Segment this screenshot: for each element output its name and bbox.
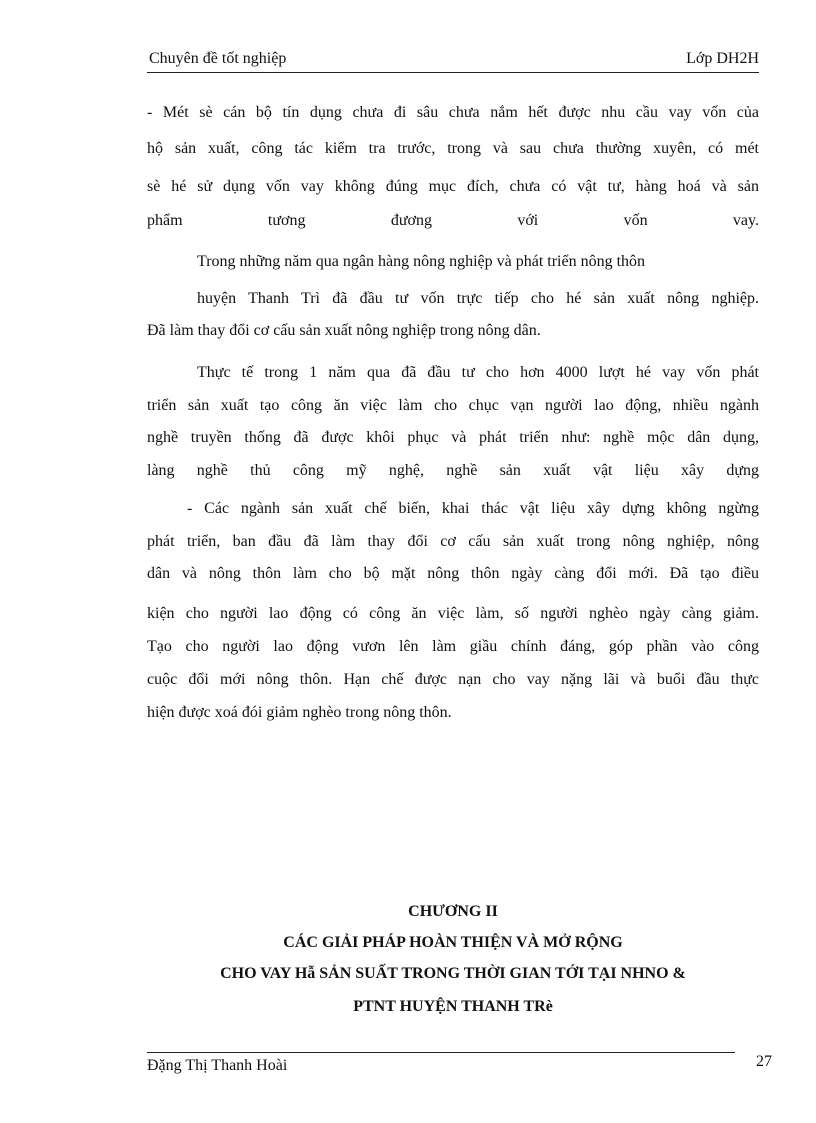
body-line: - Mét sè cán bộ tín dụng chưa đi sâu chưa nắm hết được nhu cầu vay vốn của — [147, 104, 759, 121]
body-line: sè hé sử dụng vốn vay không đúng mục đích, chưa có vật tư, hàng hoá và sản — [147, 178, 759, 195]
body-line: cuộc đổi mới nông thôn. Hạn chế được nạn cho vay nặng lãi và buổi đầu thực — [147, 671, 759, 688]
chapter-number: CHƯƠNG II — [408, 903, 498, 920]
footer-author: Đặng Thị Thanh Hoài — [147, 1057, 288, 1074]
body-line: kiện cho người lao động có công ăn việc làm, số người nghèo ngày càng giảm. — [147, 605, 759, 622]
chapter-title-line: CHO VAY Hẫ SẢN SUẤT TRONG THỜI GIAN TỚI TẠI NHNO & — [220, 965, 686, 982]
body-line: hiện được xoá đói giảm nghèo trong nông thôn. — [147, 704, 452, 721]
header-document-type: Chuyên đề tốt nghiệp — [149, 50, 287, 67]
body-line: Thực tế trong 1 năm qua đã đầu tư cho hơn 4000 lượt hé vay vốn phát — [197, 364, 759, 381]
chapter-title-line: CÁC GIẢI PHÁP HOÀN THIỆN VÀ MỞ RỘNG — [283, 934, 623, 951]
body-line: phát triển, ban đầu đã làm thay đổi cơ cấu sản xuất trong nông nghiệp, nông — [147, 533, 759, 550]
chapter-title-line: PTNT HUYỆN THANH TRè — [353, 998, 553, 1015]
body-line: dân và nông thôn làm cho bộ mặt nông thôn ngày càng đổi mới. Đã tạo điều — [147, 565, 759, 582]
body-line: nghề truyền thống đã được khôi phục và phát triển như: nghề mộc dân dụng, — [147, 429, 759, 446]
body-line: phẩm tương đương với vốn vay. — [147, 212, 759, 229]
body-line: - Các ngành sản xuất chế biến, khai thác vật liệu xây dựng không ngừng — [187, 500, 759, 517]
body-line: Trong những năm qua ngân hàng nông nghiệp và phát triển nông thôn — [197, 253, 646, 270]
body-line: Tạo cho người lao động vươn lên làm giầu chính đáng, góp phần vào công — [147, 638, 759, 655]
body-line: huyện Thanh Trì đã đầu tư vốn trực tiếp cho hé sản xuất nông nghiệp. — [197, 290, 759, 307]
header-class-name: Lớp DH2H — [686, 50, 759, 67]
footer-divider — [147, 1052, 735, 1053]
body-line: triển sản xuất tạo công ăn việc làm cho chục vạn người lao động, nhiều ngành — [147, 397, 759, 414]
body-line: hộ sản xuất, công tác kiểm tra trước, trong và sau chưa thường xuyên, có mét — [147, 140, 759, 157]
page-number: 27 — [756, 1053, 772, 1070]
body-line: làng nghề thủ công mỹ nghệ, nghề sản xuất vật liệu xây dựng — [147, 462, 759, 479]
page-header — [147, 50, 759, 73]
body-line: Đã làm thay đổi cơ cấu sản xuất nông nghiệp trong nông dân. — [147, 322, 541, 339]
